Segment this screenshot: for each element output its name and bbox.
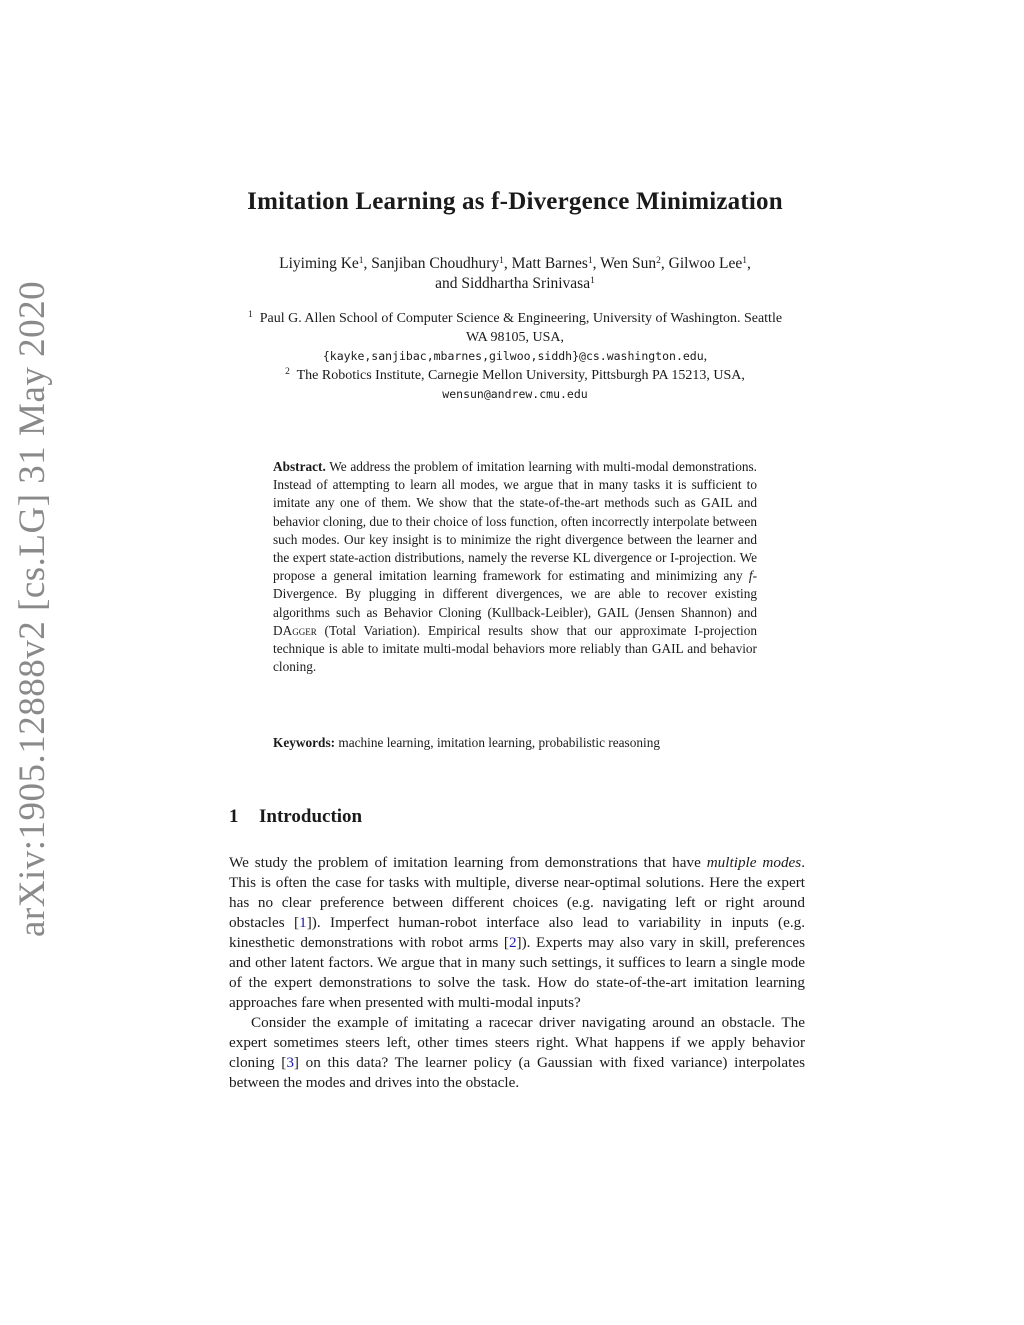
abstract-text: We address the problem of imitation learning with multi-modal demonstrations. Instead of attempting to learn all modes, we argue that in many tasks it is sufficient to imitate any one of them. We show that the state-of-the-art methods such as GAIL and behavior cloning, due to their choice of loss function, often incorrectly interpolate between such modes. Our key insight is to minimize the right divergence between the learner and the expert state-action distributions, namely the reverse KL divergence or I-projection. We propose a general imitation learning framework for estimating and minimizing any — [273, 459, 757, 584]
affiliation-text: Paul G. Allen School of Computer Science & Engineering, University of Washington. Seattle WA 98105, USA, — [259, 311, 783, 345]
author-affil-mark: 1 — [742, 256, 747, 266]
citation-link[interactable]: 2 — [508, 934, 517, 951]
arxiv-stamp[interactable]: arXiv:1905.12888v2 [cs.LG] 31 May 2020 — [12, 280, 53, 937]
author: Liyiming Ke — [279, 255, 359, 272]
citation-link[interactable]: 3 — [286, 1054, 294, 1071]
abstract-text: -Divergence. By plugging in different divergences, we are able to recover existing algorithms such as Behavior Cloning (Kullback-Leibler), GAIL (Jensen Shannon) and — [273, 568, 757, 620]
text-run: . This is often the case for tasks with multiple, diverse near-optimal solutions. Here the expert has no clear preference between different choices (e.g. navigating left or right around obstacles [ — [229, 854, 805, 931]
abstract-label: Abstract. — [273, 459, 326, 474]
email[interactable]: wensun@andrew.cmu.edu — [442, 387, 588, 401]
text-run: Consider the example of imitating a racecar driver navigating around an obstacle. The expert sometimes steers left, other times steers right. What happens if we apply behavior cloning [ — [229, 1014, 805, 1071]
author: Gilwoo Lee — [668, 255, 743, 272]
affiliation-2-email[interactable] — [236, 385, 794, 405]
affiliation-1 — [236, 310, 794, 347]
section-title: Introduction — [259, 806, 363, 827]
paper-title: Imitation Learning as f-Divergence Minimization — [247, 188, 783, 215]
affiliation-1-email[interactable]: {kayke,sanjibac,mbarnes,gilwoo,siddh}@cs.washington.edu, — [322, 349, 708, 364]
text-run: ]). Imperfect human-robot interface also lead to variability in inputs (e.g. kinesthetic demonstrations with robot arms [ — [229, 914, 806, 951]
email[interactable]: {kayke,sanjibac,mbarnes,gilwoo,siddh}@cs.washington.edu — [322, 349, 704, 363]
section-heading — [229, 806, 629, 828]
author-affil-mark: 1 — [499, 256, 504, 266]
text-run: We study the problem of imitation learning from demonstrations that have — [229, 854, 707, 871]
intro-body — [229, 853, 805, 1093]
affiliations — [236, 310, 794, 405]
section-number: 1 — [229, 806, 239, 827]
affiliation-text: The Robotics Institute, Carnegie Mellon University, Pittsburgh PA 15213, USA, — [296, 367, 745, 383]
affiliation-mark: 1 — [247, 310, 253, 320]
intro-paragraph-1 — [229, 853, 805, 1013]
keywords-text: machine learning, imitation learning, probabilistic reasoning — [338, 735, 660, 750]
intro-paragraph-2 — [229, 1013, 805, 1093]
abstract-text: (Total Variation). Empirical results show that our approximate I-projection technique is able to imitate multi-modal behaviors more reliably than GAIL and behavior cloning. — [273, 622, 757, 675]
abstract-f-symbol: f — [748, 568, 753, 584]
author: Matt Barnes — [511, 255, 588, 272]
author-affil-mark: 1 — [358, 256, 364, 266]
citation-link[interactable]: 1 — [299, 914, 307, 931]
author-affil-mark: 2 — [656, 256, 661, 266]
abstract-dagger: DAgger — [273, 622, 317, 638]
author-list: Liyiming Ke$^1$, Sanjiban Choudhury$^1$, Matt Barnes$^1$, Wen Sun$^2$, Gilwoo Lee$^1$, and Siddhartha Srinivasa$^1$ — [279, 255, 751, 292]
author-affil-mark: 1 — [587, 256, 593, 266]
keywords — [273, 734, 757, 752]
text-run: ] on this data? The learner policy (a Gaussian with fixed variance) interpolates between the modes and drives into the obstacle. — [229, 1054, 805, 1091]
author: Sanjiban Choudhury — [371, 255, 500, 272]
author-affil-mark: 1 — [590, 276, 595, 286]
author-last: and Siddhartha Srinivasa — [435, 275, 591, 292]
affiliation-mark: 2 — [285, 366, 290, 377]
author: Wen Sun — [600, 255, 657, 272]
text-run: ]). Experts may also vary in skill, preferences and other latent factors. We argue that in many such settings, it suffices to learn a single mode of the expert demonstrations to solve the task. How do state-of-the-art imitation learning approaches fare when presented with multi-modal inputs? — [229, 934, 805, 1011]
emphasis: multiple modes — [706, 854, 802, 871]
affiliation-2 — [236, 367, 794, 386]
keywords-label: Keywords: — [273, 735, 336, 750]
abstract — [273, 458, 757, 676]
